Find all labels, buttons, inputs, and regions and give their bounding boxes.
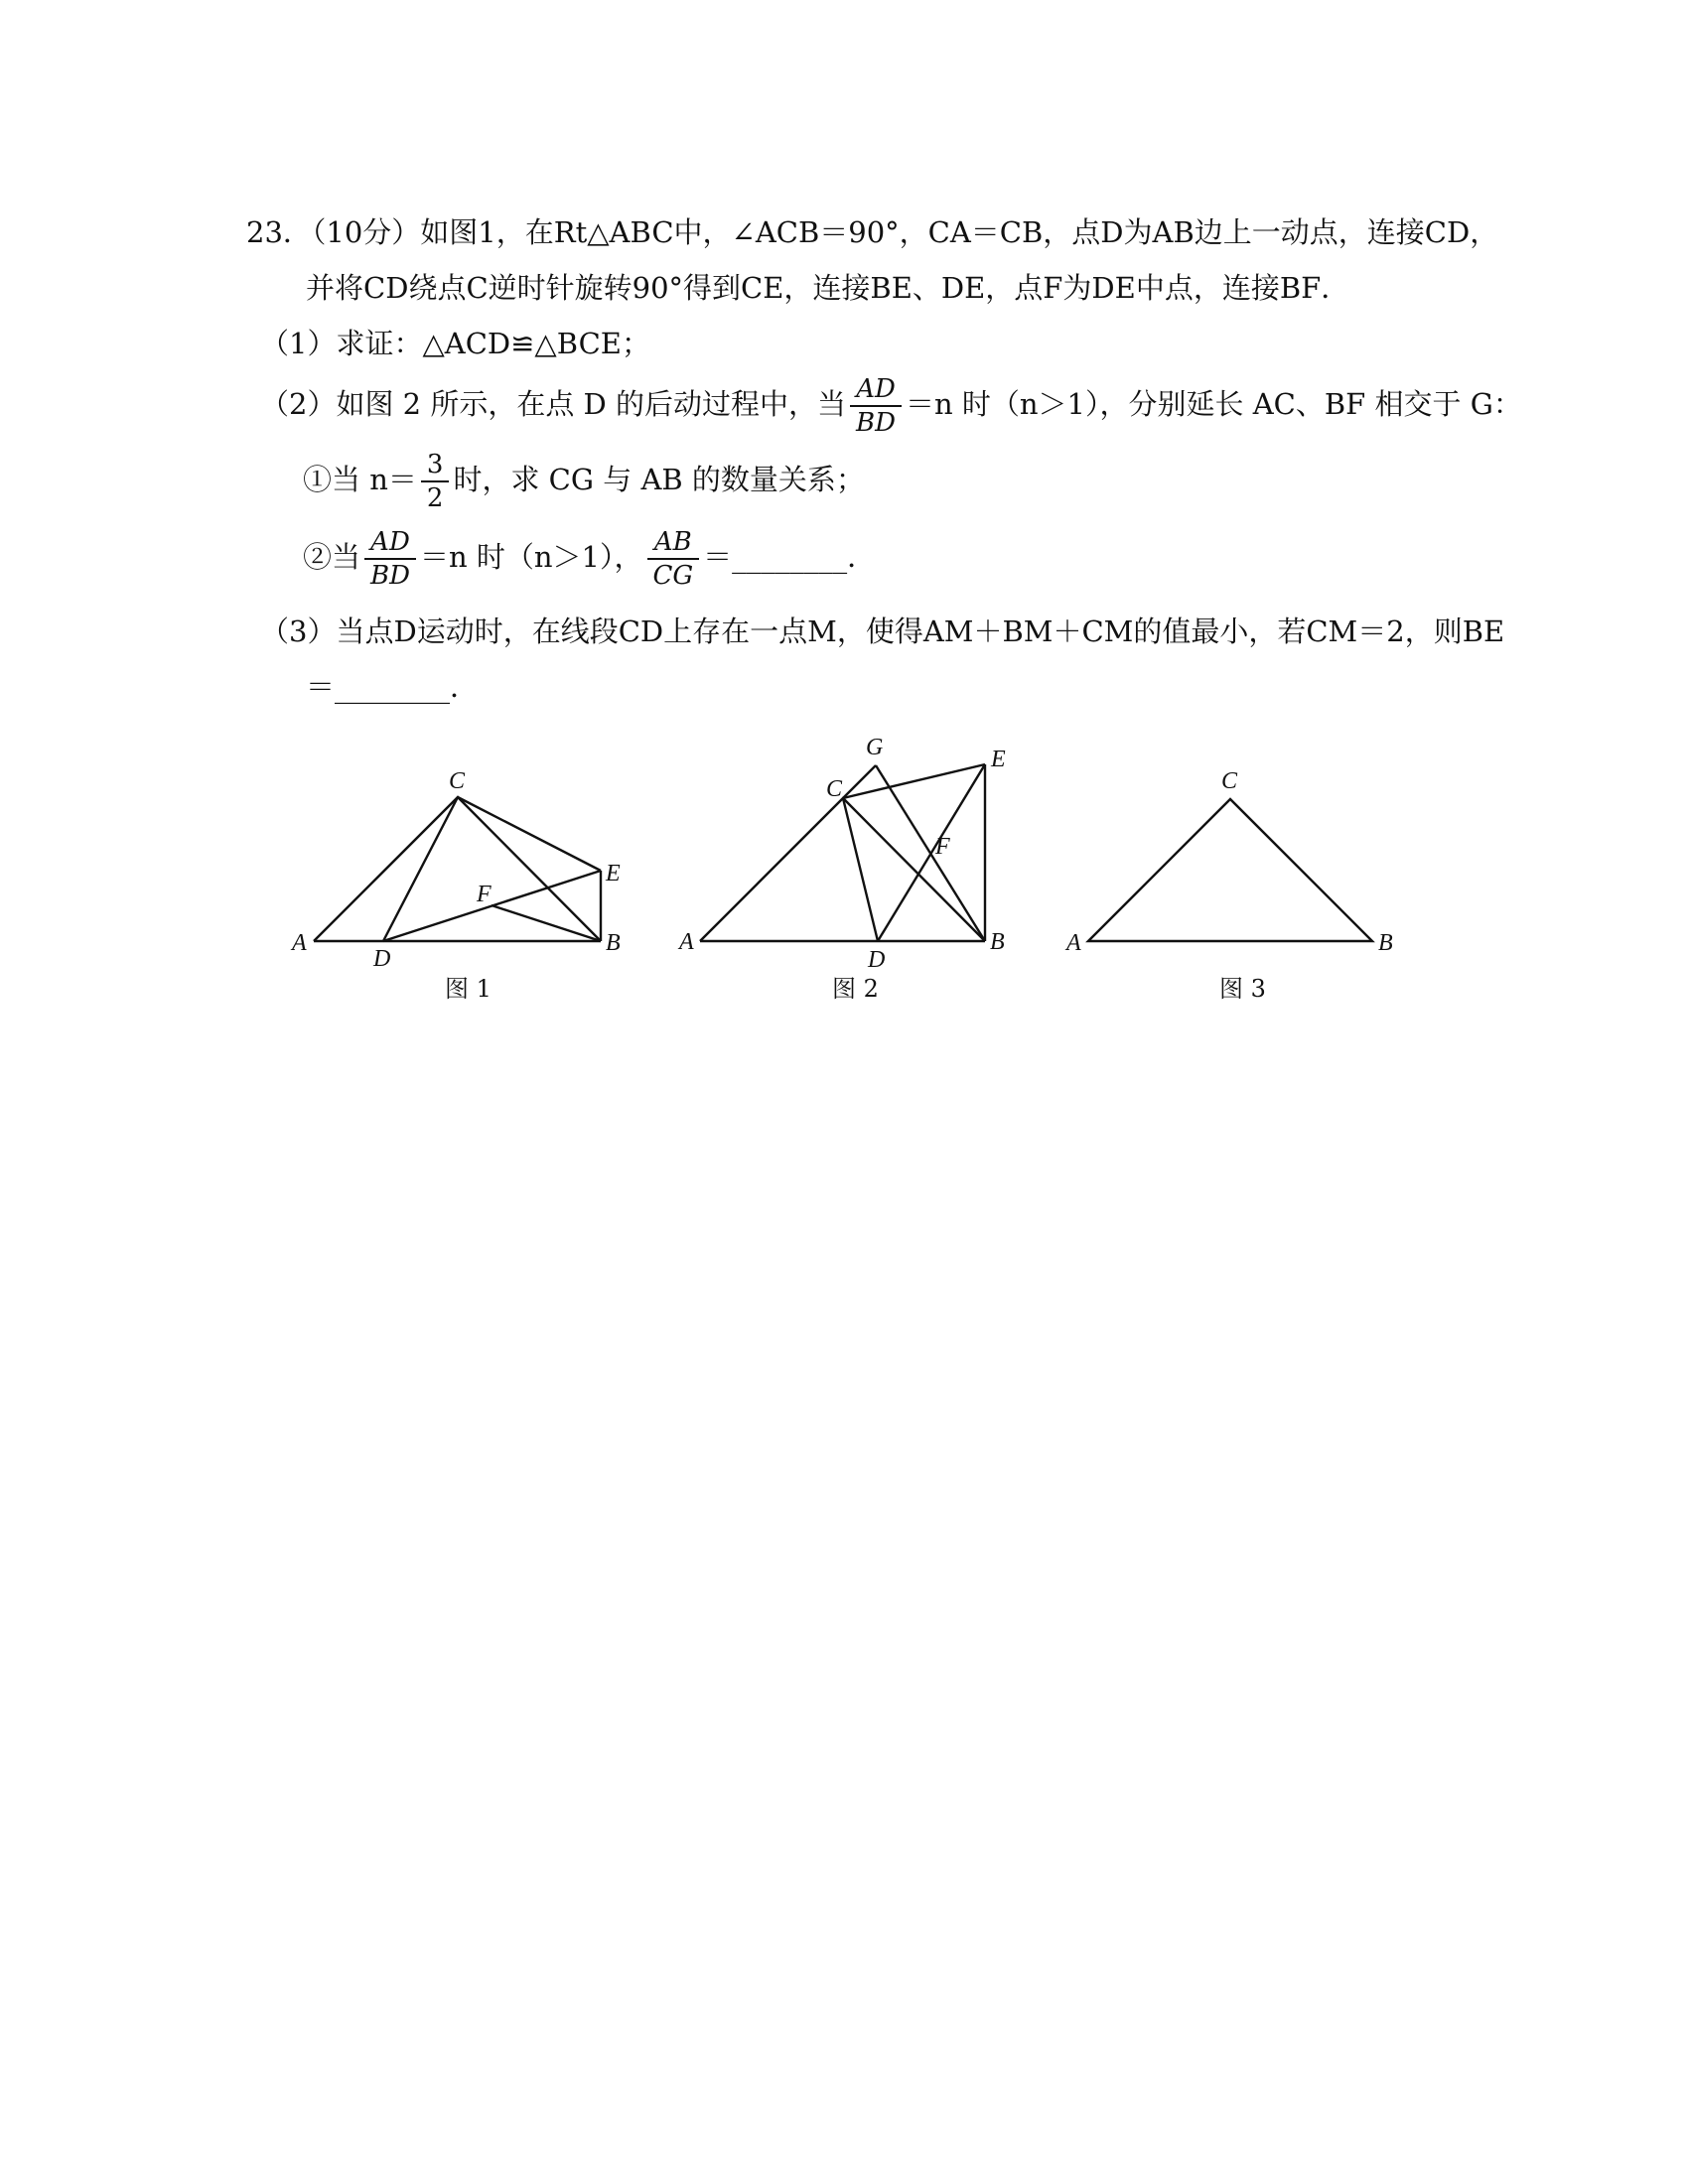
fraction-3-over-2 bbox=[421, 449, 450, 514]
segment-c-e bbox=[458, 797, 601, 871]
label-d: D bbox=[373, 946, 391, 972]
problem-text: 并将CD绕点C逆时针旋转90°得到CE，连接BE、DE，点F为DE中点，连接BF． bbox=[306, 271, 1350, 305]
label-b: B bbox=[606, 930, 621, 956]
segment-c-e bbox=[843, 764, 985, 798]
fraction-ad-over-bd bbox=[850, 373, 902, 439]
fraction-ab-over-cg bbox=[647, 526, 700, 592]
problem-line-1 bbox=[246, 212, 1498, 252]
sub-2-text-post: ＝________． bbox=[703, 540, 877, 574]
sub-2-text-mid: ＝n 时（n＞1）， bbox=[419, 540, 643, 574]
segment-a-c-b bbox=[700, 798, 985, 941]
figure-2 bbox=[665, 725, 1043, 973]
part-3-text: （3）当点D运动时，在线段CD上存在一点M，使得AM＋BM＋CM的值最小，若CM＝2，则BE bbox=[260, 614, 1505, 648]
sub-2-text-pre: ②当 bbox=[303, 540, 361, 574]
part-1-text: （1）求证：△ACD≌△BCE； bbox=[260, 327, 650, 360]
fraction-denominator: BD bbox=[856, 408, 896, 438]
part-2 bbox=[260, 373, 1522, 439]
label-d: D bbox=[868, 947, 886, 973]
part-3-answer-blank: ＝________． bbox=[306, 670, 480, 704]
figure-2-caption: 图 2 bbox=[832, 975, 879, 1003]
part-2-sub-1 bbox=[303, 449, 865, 514]
fraction-numerator: AB bbox=[647, 526, 700, 560]
label-e: E bbox=[606, 861, 621, 887]
label-b: B bbox=[990, 929, 1005, 955]
part-3-line-1 bbox=[260, 612, 1504, 651]
problem-line-2 bbox=[306, 268, 1349, 308]
part-2-sub-2 bbox=[303, 526, 876, 592]
fraction-ad-over-bd bbox=[364, 526, 416, 592]
label-g: G bbox=[866, 735, 884, 760]
part-2-text-post: ＝n 时（n＞1），分别延长 AC、BF 相交于 G： bbox=[905, 387, 1522, 421]
sub-1-text-post: 时，求 CG 与 AB 的数量关系； bbox=[453, 463, 865, 496]
fraction-denominator: 2 bbox=[426, 483, 444, 513]
sub-1-text-pre: ①当 n＝ bbox=[303, 463, 417, 496]
figure-1 bbox=[278, 754, 635, 973]
part-2-text-pre: （2）如图 2 所示，在点 D 的后动过程中，当 bbox=[260, 387, 847, 421]
label-c: C bbox=[449, 768, 466, 794]
label-f: F bbox=[935, 834, 950, 860]
label-f: F bbox=[477, 882, 492, 907]
segment-a-c-b bbox=[314, 797, 601, 941]
fraction-denominator: BD bbox=[370, 561, 410, 591]
fraction-numerator: AD bbox=[364, 526, 416, 560]
label-c: C bbox=[826, 776, 843, 802]
figure-3-caption: 图 3 bbox=[1219, 975, 1266, 1003]
label-a: A bbox=[679, 929, 694, 955]
figure-1-caption: 图 1 bbox=[445, 975, 492, 1003]
fraction-numerator: 3 bbox=[421, 449, 450, 482]
label-e: E bbox=[991, 747, 1006, 772]
fraction-denominator: CG bbox=[652, 561, 694, 591]
problem-text: 23．（10分）如图1，在Rt△ABC中，∠ACB＝90°，CA＝CB，点D为AB边上一动点，连接CD， bbox=[246, 215, 1499, 249]
label-b: B bbox=[1378, 930, 1393, 956]
figure-3 bbox=[1053, 754, 1410, 973]
label-a: A bbox=[292, 930, 307, 956]
label-c: C bbox=[1221, 768, 1238, 794]
part-1 bbox=[260, 324, 650, 363]
part-3-line-2 bbox=[306, 667, 479, 707]
fraction-numerator: AD bbox=[850, 373, 902, 407]
segment-c-d bbox=[843, 798, 878, 941]
label-a: A bbox=[1066, 930, 1081, 956]
triangle-abc bbox=[1088, 799, 1372, 941]
